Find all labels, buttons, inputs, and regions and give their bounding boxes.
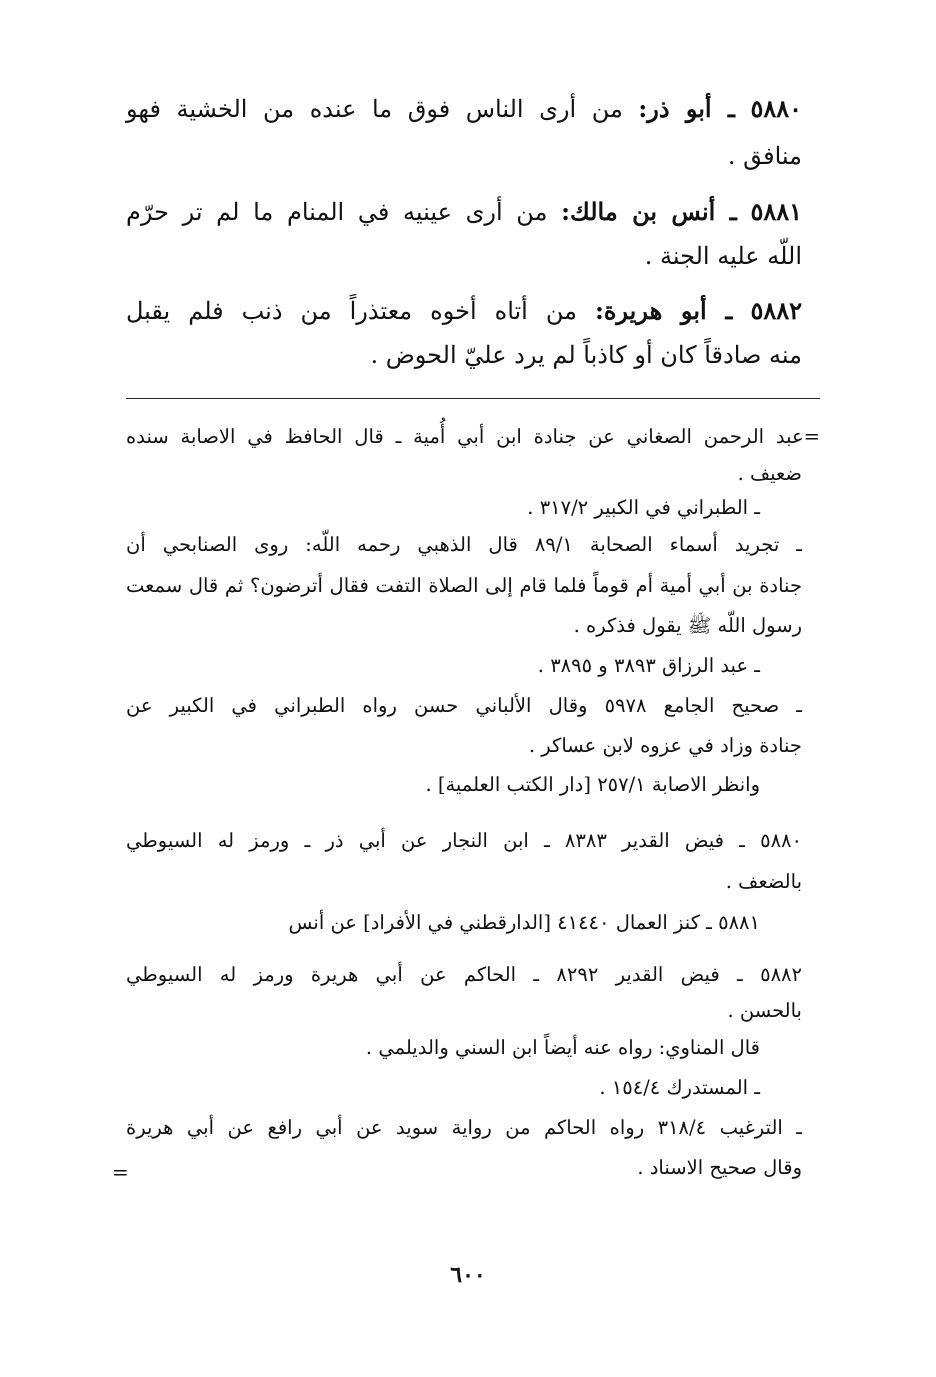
footnote-line: بالحسن . xyxy=(727,999,802,1022)
hadith-5881-line-1: ٥٨٨١ ـ أنس بن مالك: من أرى عينيه في المنام ما لم تر حرّم xyxy=(126,197,803,226)
hadith-5882-line-1: ٥٨٨٢ ـ أبو هريرة: من أتاه أخوه معتذراً من ذنب فلم يقبل xyxy=(126,296,802,325)
footnote-line: جنادة وزاد في عزوه لابن عساكر . xyxy=(528,734,802,757)
hadith-number: ٥٨٨٢ xyxy=(750,296,802,325)
hadith-5880-line-2: منافق . xyxy=(727,142,802,170)
footnote-line: ٥٨٨٢ ـ فيض القدير ٨٢٩٢ ـ الحاكم عن أبي هريرة ورمز له السيوطي xyxy=(126,963,802,986)
hadith-text: من أتاه أخوه معتذراً من ذنب فلم يقبل xyxy=(126,297,577,325)
footnote-line: ـ الترغيب ٣١٨/٤ رواه الحاكم من رواية سويد عن أبي رافع عن أبي هريرة xyxy=(126,1116,802,1139)
footnote-line: =عبد الرحمن الصغاني عن جنادة ابن أبي أُمية ـ قال الحافظ في الاصابة سنده xyxy=(126,425,820,448)
footnote-line: وانظر الاصابة ٢٥٧/١ [دار الكتب العلمية] . xyxy=(425,773,760,796)
footnote-line: ـ صحيح الجامع ٥٩٧٨ وقال الألباني حسن رواه الطبراني في الكبير عن xyxy=(126,694,802,717)
footnote-line: ٥٨٨١ ـ كنز العمال ٤١٤٤٠ [الدارقطني في الأفراد] عن أنس xyxy=(288,911,760,934)
footnote-line: ـ الطبراني في الكبير ٣١٧/٢ . xyxy=(527,496,760,519)
footnote-line: ـ عبد الرزاق ٣٨٩٣ و ٣٨٩٥ . xyxy=(537,654,760,677)
footnote-line: وقال صحيح الاسناد . xyxy=(637,1156,802,1179)
footnote-line: جنادة بن أبي أمية أم قوماً فلما قام إلى الصلاة التفت فقال أترضون؟ ثم قال سمعت xyxy=(126,574,802,597)
footnote-divider xyxy=(126,398,820,399)
footnote-line: ضعيف . xyxy=(737,462,802,485)
footnote-line: ٥٨٨٠ ـ فيض القدير ٨٣٨٣ ـ ابن النجار عن أبي ذر ـ ورمز له السيوطي xyxy=(126,829,802,852)
hadith-number: ٥٨٨١ xyxy=(750,197,803,226)
hadith-number: ٥٨٨٠ xyxy=(750,94,803,123)
hadith-text: من أرى عينيه في المنام ما لم تر حرّم xyxy=(126,198,548,226)
narrator-name: أبو ذر xyxy=(647,94,712,123)
footnote-line: قال المناوي: رواه عنه أيضاً ابن السني والديلمي . xyxy=(365,1036,760,1059)
page-number: ٦٠٠ xyxy=(450,1262,486,1288)
continuation-mark: = xyxy=(112,1160,129,1184)
hadith-5881-line-2: اللّه عليه الجنة . xyxy=(644,242,802,270)
footnote-line: رسول اللّه ﷺ يقول فذكره . xyxy=(573,614,802,637)
footnote-line: ـ تجريد أسماء الصحابة ٨٩/١ قال الذهبي رحمه اللّه: روى الصنابحي أن xyxy=(126,533,802,556)
hadith-5880-line-1: ٥٨٨٠ ـ أبو ذر: من أرى الناس فوق ما عنده من الخشية فهو xyxy=(126,94,803,123)
footnote-line: ـ المستدرك ١٥٤/٤ . xyxy=(599,1076,760,1099)
footnote-line: بالضعف . xyxy=(725,870,802,893)
hadith-text: من أرى الناس فوق ما عنده من الخشية فهو xyxy=(126,95,623,123)
narrator-name: أنس بن مالك xyxy=(569,197,716,226)
hadith-5882-line-2: منه صادقاً كان أو كاذباً لم يرد عليّ الحوض . xyxy=(370,341,802,369)
narrator-name: أبو هريرة xyxy=(603,296,707,325)
